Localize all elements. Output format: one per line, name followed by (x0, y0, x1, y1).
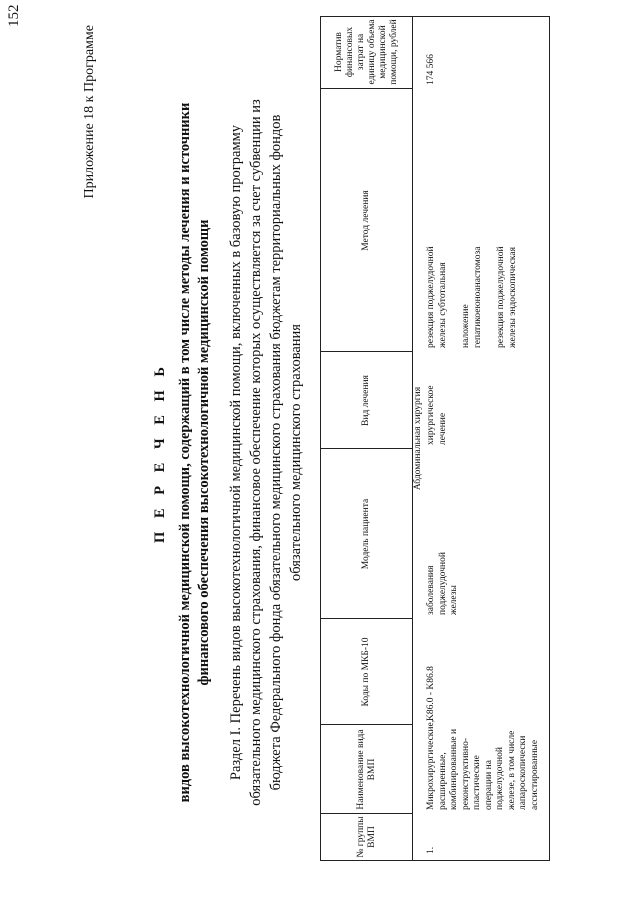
header-vmp-name: Наименование вида ВМП (355, 729, 377, 810)
section-line: обязательного медицинского страхования, финансовое обеспечение которых осуществляется за счет субвенции из (248, 99, 264, 806)
vmp-table (320, 16, 550, 861)
treatment-method-item: резекция поджелудочной железы эндоскопическая (496, 246, 518, 348)
page-number: 152 (6, 4, 22, 27)
document-title: П Е Р Е Ч Е Н Ь (152, 361, 168, 544)
section-line: Раздел I. Перечень видов высокотехнологичной медицинской помощи, включенных в базовую программу (228, 124, 244, 781)
treatment-method-item: наложение гепатикоеюноанастомоза (461, 246, 483, 348)
subtitle-line: финансового обеспечения высокотехнологичной медицинской помощи (196, 219, 212, 686)
row-cost-norm: 174 566 (426, 54, 436, 85)
row-patient-model: заболевания поджелудочной железы (426, 552, 459, 615)
header-treatment-method: Метод лечения (361, 190, 371, 251)
row-treatment-type: хирургическое лечение (426, 385, 448, 445)
section-line: обязательного медицинского страхования (288, 324, 304, 581)
subsection-title: Абдоминальная хирургия (413, 386, 423, 491)
header-cost-norm: Норматив финансовых затрат на единицу объема медицинской помощи, рублей (333, 19, 399, 85)
appendix-label: Приложение 18 к Программе (82, 25, 97, 199)
header-patient-model: Модель пациента (361, 498, 371, 570)
header-treatment-type: Вид лечения (361, 375, 371, 426)
row-vmp-name: Микрохирургические, расширенные, комбинированные и реконструктивно-пластические операции на поджелудочной железе, в том числе лапароскопически ассистированные (426, 719, 540, 810)
section-heading (226, 0, 306, 905)
header-group-number: № группы ВМП (355, 816, 377, 858)
header-icd-codes: Коды по МКБ-10 (361, 637, 371, 707)
section-line: бюджета Федерального фонда обязательного медицинского страхования бюджетам территориальных фондов (268, 114, 284, 791)
row-icd-codes: K86.0 - K86.8 (426, 666, 436, 721)
row-group-number: 1. (426, 846, 436, 854)
document-subtitle (176, 0, 214, 905)
row-treatment-methods (426, 228, 519, 348)
subtitle-line: видов высокотехнологичной медицинской помощи, содержащий в том числе методы лечения и источники (177, 102, 193, 803)
treatment-method-item: резекция поджелудочной железы субтотальная (426, 246, 448, 348)
